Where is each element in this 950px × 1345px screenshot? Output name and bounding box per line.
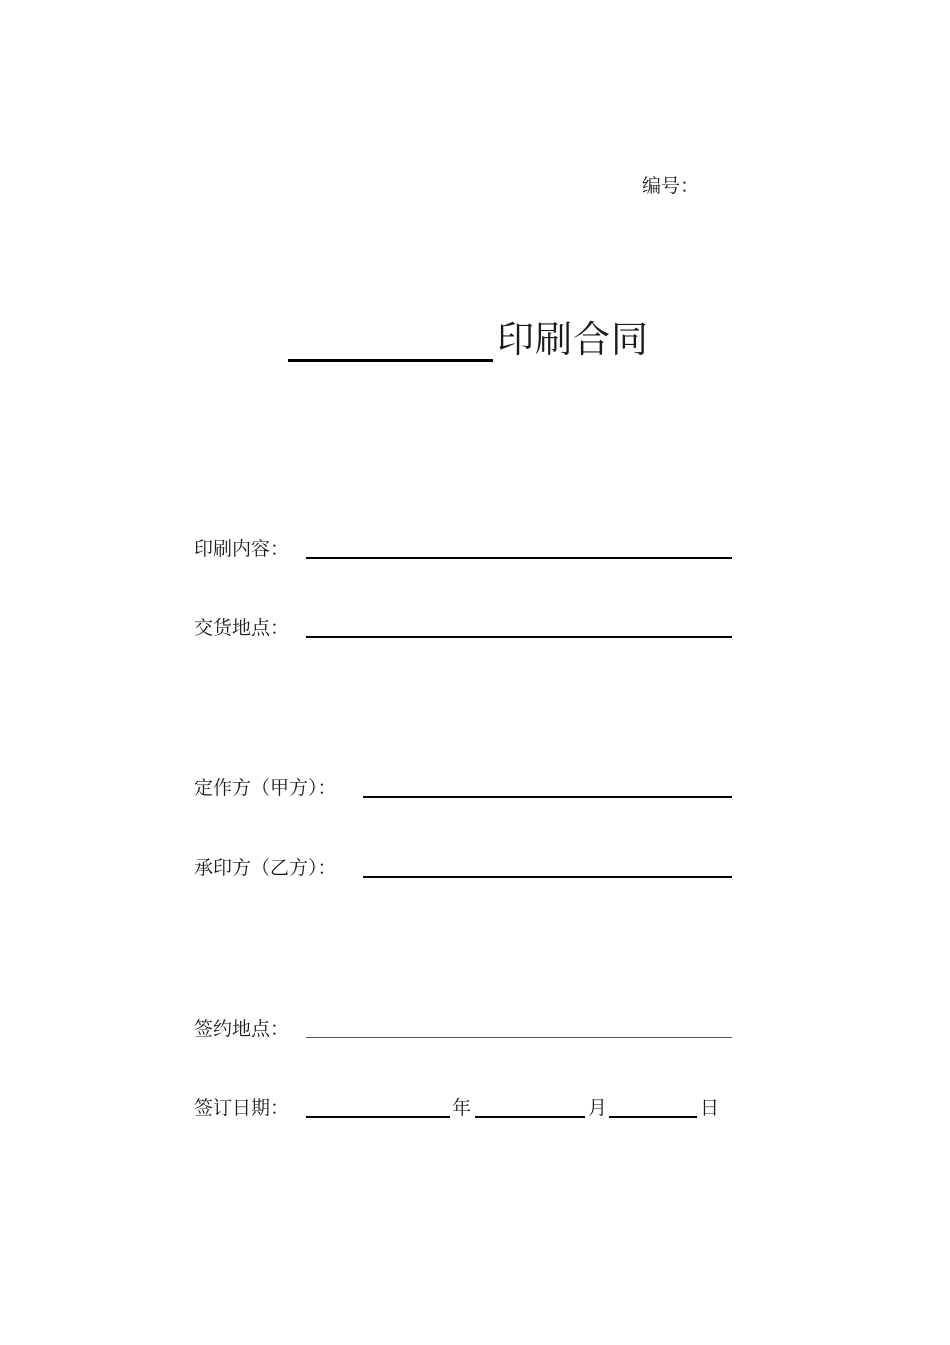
signing-day-line[interactable]: [609, 1116, 697, 1118]
signing-place-line[interactable]: [306, 1037, 732, 1038]
party-a-label: 定作方（甲方）：: [194, 777, 337, 799]
delivery-place-label: 交货地点：: [194, 617, 290, 639]
signing-date-label: 签订日期：: [194, 1097, 290, 1119]
print-content-line[interactable]: [306, 557, 732, 559]
signing-place-label: 签约地点：: [194, 1018, 290, 1040]
title-row: [288, 312, 649, 362]
year-label: 年: [452, 1097, 472, 1119]
party-b-line[interactable]: [363, 876, 732, 878]
print-content-label: 印刷内容：: [194, 538, 290, 560]
party-b-label: 承印方（乙方）：: [194, 857, 337, 879]
serial-number-label: 编号：: [642, 175, 700, 197]
document-title: 印刷合同: [497, 318, 649, 361]
party-a-line[interactable]: [363, 796, 732, 798]
signing-year-line[interactable]: [306, 1116, 450, 1118]
signing-month-line[interactable]: [475, 1116, 585, 1118]
month-label: 月: [588, 1097, 608, 1119]
delivery-place-line[interactable]: [306, 636, 732, 638]
day-label: 日: [700, 1097, 720, 1119]
title-blank-line[interactable]: [288, 323, 493, 362]
